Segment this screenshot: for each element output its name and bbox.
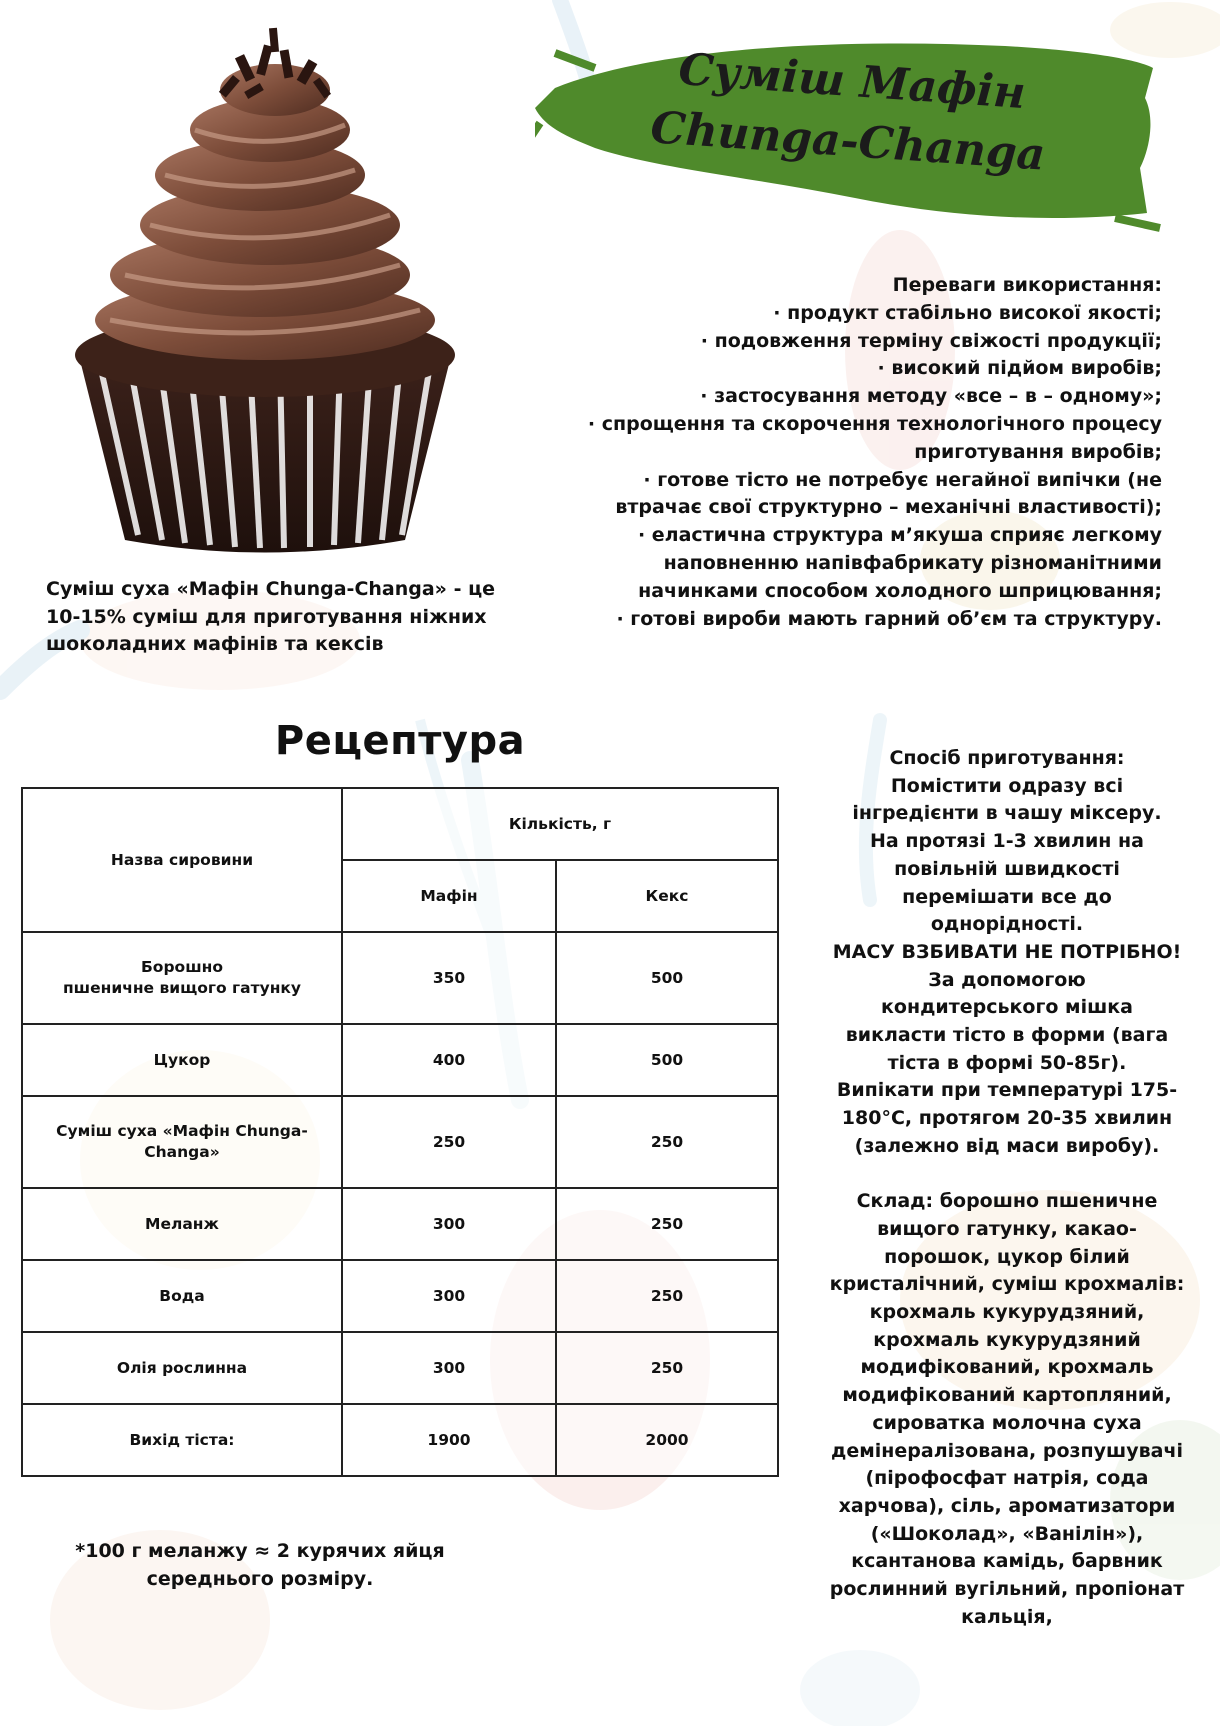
header-quantity: Кількість, г [342, 788, 778, 860]
header-muffin: Мафін [342, 860, 556, 932]
title-line-1: Суміш Мафін [677, 44, 1028, 120]
method-line: викласти тісто в форми (вага [845, 1024, 1169, 1047]
cake-value: 250 [556, 1096, 778, 1188]
composition-line: (пірофосфат натрія, сода [865, 1467, 1149, 1490]
table-row [22, 1024, 778, 1096]
product-intro [46, 576, 566, 659]
advantages-line: · готове тісто не потребує негайної випічки (не [643, 468, 1162, 491]
advantages-line: втрачає свої структурно – механічні властивості); [615, 496, 1162, 519]
muffin-value: 300 [342, 1188, 556, 1260]
table-row [22, 1332, 778, 1404]
method-line: Помістити одразу всі [890, 774, 1124, 797]
composition-line: модифікований картопляний, [842, 1384, 1172, 1407]
header-cake: Кекс [556, 860, 778, 932]
advantages-line: Переваги використання: [892, 274, 1162, 296]
preparation-method [822, 745, 1192, 1631]
method-line: тіста в формі 50-85г). [887, 1051, 1127, 1074]
advantages-line: начинками способом холодного шприцювання; [638, 579, 1162, 602]
footnote-line: *100 г меланжу ≈ 2 курячих яйця [75, 1540, 445, 1562]
ingredient-name: Олія рослинна [22, 1332, 342, 1404]
muffin-value: 1900 [342, 1404, 556, 1476]
recipe-heading: Рецептура [274, 718, 526, 764]
ingredient-name-2: Changa» [144, 1143, 220, 1161]
ingredient-cell [22, 932, 342, 1024]
cake-value: 500 [556, 932, 778, 1024]
advantages-line: · спрощення та скорочення технологічного процесу [587, 412, 1162, 435]
method-line: Спосіб приготування: [889, 747, 1125, 769]
muffin-value: 350 [342, 932, 556, 1024]
composition-line: харчова), сіль, ароматизатори [838, 1494, 1176, 1517]
composition-line: крохмаль кукурудзяний [873, 1328, 1141, 1351]
advantages-line: приготування виробів; [914, 440, 1162, 463]
table-row [22, 932, 778, 1024]
advantages-line: наповненню напівфабрикату різноманітними [663, 551, 1162, 574]
ingredient-name: Меланж [22, 1188, 342, 1260]
recipe-table [21, 787, 779, 1477]
ingredient-cell [22, 1096, 342, 1188]
composition-line: рослинний вугільний, пропіонат [829, 1578, 1185, 1601]
muffin-value: 300 [342, 1332, 556, 1404]
chocolate-cupcake-image [70, 20, 460, 560]
advantages-line: · високий підйом виробів; [877, 357, 1162, 380]
cake-value: 2000 [556, 1404, 778, 1476]
method-line: На протязі 1-3 хвилин на [870, 830, 1144, 853]
composition-line: модифікований, крохмаль [860, 1356, 1154, 1379]
footnote-line: середнього розміру. [146, 1568, 374, 1590]
method-line: повільній швидкості [894, 857, 1120, 880]
ingredient-name-2: пшеничне вищого гатунку [62, 979, 302, 997]
muffin-value: 250 [342, 1096, 556, 1188]
footnote [40, 1537, 480, 1593]
intro-line: шоколадних мафінів та кексів [46, 633, 384, 655]
composition-line: сироватка молочна суха [872, 1411, 1142, 1434]
advantages-line: · застосування методу «все – в – одному»; [700, 385, 1162, 408]
method-line: кондитерського мішка [881, 996, 1133, 1019]
composition-line: ксантанова камідь, барвник [851, 1550, 1163, 1573]
advantages-line: · продукт стабільно високої якості; [773, 301, 1162, 324]
spacer [822, 1161, 1192, 1189]
composition-line: Склад: борошно пшеничне [856, 1190, 1158, 1213]
cake-value: 250 [556, 1332, 778, 1404]
ingredient-name: Вихід тіста: [22, 1404, 342, 1476]
advantages-line: · еластична структура м’якуша сприяє легкому [637, 524, 1162, 547]
table-row [22, 1260, 778, 1332]
ingredient-name: Вода [22, 1260, 342, 1332]
title-line-2: Chunga-Changa [648, 102, 1047, 181]
method-line: однорідності. [930, 913, 1084, 936]
method-line: перемішати все до [902, 885, 1112, 908]
advantages-line: · подовження терміну свіжості продукції; [700, 329, 1162, 352]
composition-line: демінералізована, розпушувачі [830, 1439, 1184, 1462]
muffin-value: 300 [342, 1260, 556, 1332]
advantages-block [542, 272, 1162, 633]
header-ingredient-name: Назва сировини [22, 788, 342, 932]
ingredient-name: Цукор [22, 1024, 342, 1096]
composition-line: («Шоколад», «Ванілін»), [870, 1522, 1144, 1545]
composition-line: кристалічний, суміш крохмалів: [829, 1273, 1185, 1296]
cake-value: 250 [556, 1260, 778, 1332]
ingredient-name: Борошно [140, 958, 224, 976]
method-line: МАСУ ВЗБИВАТИ НЕ ПОТРІБНО! [832, 940, 1182, 963]
table-row [22, 1096, 778, 1188]
composition-line: вищого гатунку, какао- [877, 1217, 1137, 1240]
table-row [22, 1188, 778, 1260]
method-line: За допомогою [928, 968, 1086, 991]
cake-value: 250 [556, 1188, 778, 1260]
muffin-value: 400 [342, 1024, 556, 1096]
composition-line: крохмаль кукурудзяний, [869, 1301, 1145, 1324]
composition-line: порошок, цукор білий [884, 1245, 1130, 1268]
method-line: інгредієнти в чашу міксеру. [852, 802, 1162, 825]
method-line: 180°С, протягом 20-35 хвилин [841, 1107, 1173, 1130]
method-line: (залежно від маси виробу). [854, 1134, 1160, 1157]
composition-line: кальція, [961, 1605, 1053, 1628]
method-line: Випікати при температурі 175- [836, 1079, 1178, 1102]
ingredient-name: Суміш суха «Мафін Chunga- [56, 1122, 308, 1140]
intro-line: 10-15% суміш для приготування ніжних [46, 605, 487, 628]
table-row-total [22, 1404, 778, 1476]
advantages-line: · готові вироби мають гарний об’єм та структуру. [616, 607, 1162, 630]
cake-value: 500 [556, 1024, 778, 1096]
intro-line: Суміш суха «Мафін Chunga-Changa» - це [46, 578, 496, 600]
